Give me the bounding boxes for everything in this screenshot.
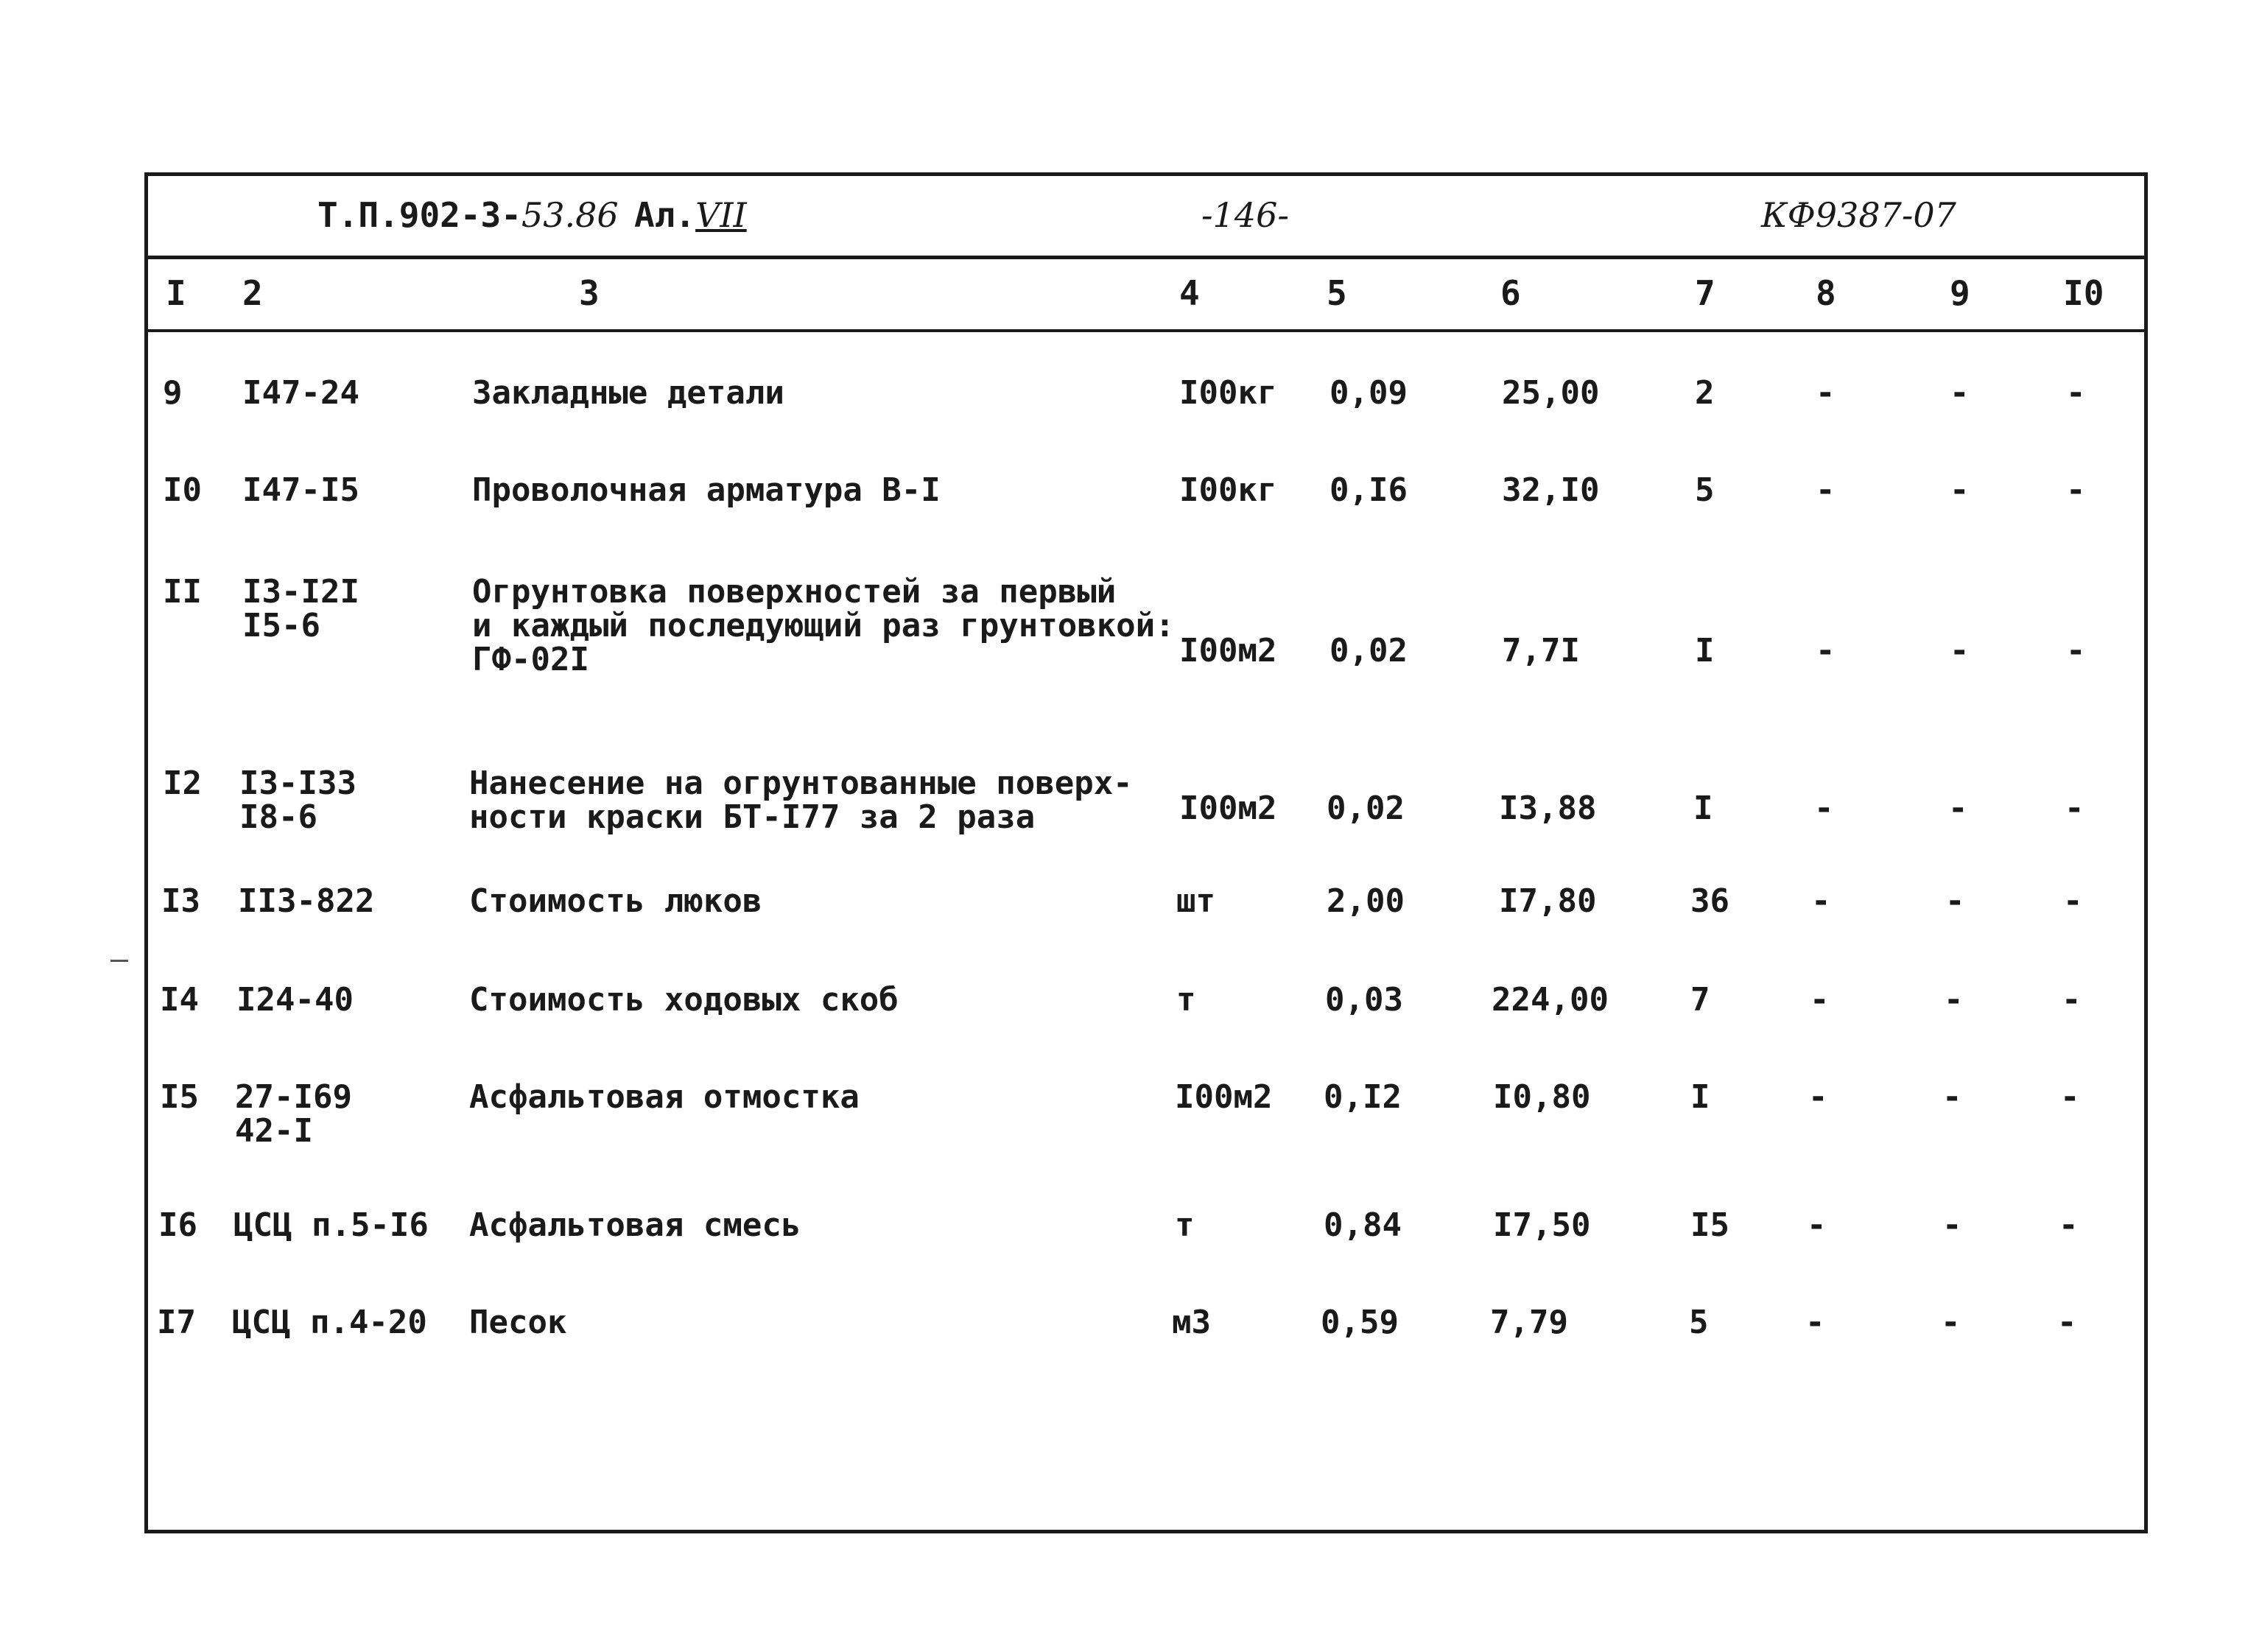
row-price: 25,00 (1502, 374, 1600, 412)
row-name: Стоимость люков (469, 882, 762, 920)
row-name: Асфальтовая смесь (469, 1206, 801, 1244)
row-col8: - (1811, 882, 1831, 920)
column-header: 6 (1500, 273, 1521, 313)
row-name: Проволочная арматура В-I (472, 471, 941, 509)
row-col8: - (1816, 471, 1836, 509)
row-quantity: 0,02 (1330, 632, 1408, 669)
row-col9: - (1950, 374, 1970, 412)
column-header: 8 (1816, 273, 1836, 313)
document-sheet (144, 172, 2148, 1533)
album-handwritten: VII (695, 195, 747, 235)
column-header: I (166, 273, 186, 313)
row-total: 36 (1690, 882, 1729, 920)
row-unit: т (1176, 981, 1196, 1019)
row-col8: - (1816, 632, 1836, 669)
row-unit: I00м2 (1179, 790, 1277, 827)
row-quantity: 0,02 (1327, 790, 1405, 827)
row-code: I3-I33 I8-6 (239, 765, 356, 836)
row-code: 27-I69 42-I (235, 1078, 352, 1150)
column-header: 9 (1950, 273, 1970, 313)
row-price: I0,80 (1493, 1078, 1591, 1116)
row-col10: - (2063, 882, 2083, 920)
row-total: I (1690, 1078, 1710, 1116)
column-header: 7 (1695, 273, 1715, 313)
row-quantity: 0,I6 (1330, 471, 1408, 509)
row-total: 2 (1695, 374, 1715, 412)
row-number: I4 (160, 981, 199, 1019)
row-total: I5 (1690, 1206, 1729, 1244)
row-col10: - (2066, 374, 2086, 412)
column-header: 4 (1179, 273, 1200, 313)
row-name: Огрунтовка поверхностей за первый и каждый последующий раз грунтовкой: ГФ-02I (472, 573, 1175, 678)
row-col10: - (2060, 1078, 2080, 1116)
row-total: 5 (1689, 1304, 1709, 1341)
row-col8: - (1805, 1304, 1825, 1341)
row-col9: - (1941, 1304, 1961, 1341)
row-quantity: 2,00 (1327, 882, 1405, 920)
row-price: I7,50 (1493, 1206, 1591, 1244)
row-number: I0 (163, 471, 202, 509)
header-stamp (148, 176, 2144, 259)
row-number: 9 (163, 374, 183, 412)
row-col9: - (1948, 790, 1968, 827)
row-col8: - (1810, 981, 1830, 1019)
row-unit: I00м2 (1175, 1078, 1273, 1116)
row-col10: - (2066, 471, 2086, 509)
row-col10: - (2059, 1206, 2079, 1244)
row-name: Песок (469, 1304, 567, 1341)
row-col9: - (1944, 981, 1964, 1019)
row-unit: шт (1176, 882, 1215, 920)
row-quantity: 0,59 (1321, 1304, 1399, 1341)
margin-dash-mark (110, 960, 128, 962)
row-code: I47-I5 (242, 471, 359, 509)
row-quantity: 0,I2 (1324, 1078, 1402, 1116)
row-quantity: 0,09 (1330, 374, 1408, 412)
row-col8: - (1814, 790, 1834, 827)
row-unit: I00м2 (1179, 632, 1277, 669)
row-number: I6 (158, 1206, 197, 1244)
album-number: Ал.VII (634, 195, 747, 235)
column-header: 3 (579, 273, 600, 313)
column-header-row (148, 256, 2144, 332)
row-col9: - (1942, 1206, 1962, 1244)
row-name: Закладные детали (472, 374, 784, 412)
row-price: I7,80 (1499, 882, 1597, 920)
column-header: 2 (242, 273, 263, 313)
row-price: 7,7I (1502, 632, 1580, 669)
row-col10: - (2066, 632, 2086, 669)
designation: Т.П.902-3-53.86 (317, 195, 619, 235)
row-total: I (1693, 790, 1713, 827)
column-header: I0 (2063, 273, 2104, 313)
row-code: I24-40 (236, 981, 354, 1019)
row-col8: - (1816, 374, 1836, 412)
row-price: I3,88 (1499, 790, 1597, 827)
row-code: II3-822 (238, 882, 375, 920)
row-col9: - (1942, 1078, 1962, 1116)
row-name: Нанесение на огрунтованные поверх- ности краски БТ-I77 за 2 раза (469, 765, 1133, 836)
row-col8: - (1808, 1078, 1828, 1116)
page-number: -146- (1201, 195, 1289, 235)
row-number: I3 (161, 882, 200, 920)
row-unit: т (1175, 1206, 1195, 1244)
row-col8: - (1807, 1206, 1827, 1244)
row-name: Асфальтовая отмостка (469, 1078, 860, 1116)
row-col10: - (2057, 1304, 2077, 1341)
row-col9: - (1945, 882, 1965, 920)
row-total: 5 (1695, 471, 1715, 509)
row-quantity: 0,84 (1324, 1206, 1402, 1244)
row-code: ЦСЦ п.5-I6 (233, 1206, 429, 1244)
row-code: I47-24 (242, 374, 359, 412)
designation-handwritten: 53.86 (521, 195, 619, 235)
row-number: I5 (160, 1078, 199, 1116)
row-code: I3-I2I I5-6 (242, 573, 359, 644)
document-code: КФ9387-07 (1761, 195, 1956, 235)
row-unit: I00кг (1179, 471, 1277, 509)
row-price: 32,I0 (1502, 471, 1600, 509)
row-number: II (163, 573, 202, 611)
row-col10: - (2062, 981, 2082, 1019)
column-header: 5 (1327, 273, 1347, 313)
row-col9: - (1950, 632, 1970, 669)
row-unit: I00кг (1179, 374, 1277, 412)
row-number: I7 (157, 1304, 196, 1341)
row-number: I2 (163, 765, 202, 802)
row-code: ЦСЦ п.4-20 (232, 1304, 427, 1341)
row-price: 7,79 (1490, 1304, 1568, 1341)
row-price: 224,00 (1492, 981, 1609, 1019)
row-quantity: 0,03 (1325, 981, 1403, 1019)
row-col10: - (2065, 790, 2084, 827)
row-unit: м3 (1172, 1304, 1211, 1341)
row-name: Стоимость ходовых скоб (469, 981, 899, 1019)
row-total: 7 (1690, 981, 1710, 1019)
row-col9: - (1950, 471, 1970, 509)
row-total: I (1695, 632, 1715, 669)
